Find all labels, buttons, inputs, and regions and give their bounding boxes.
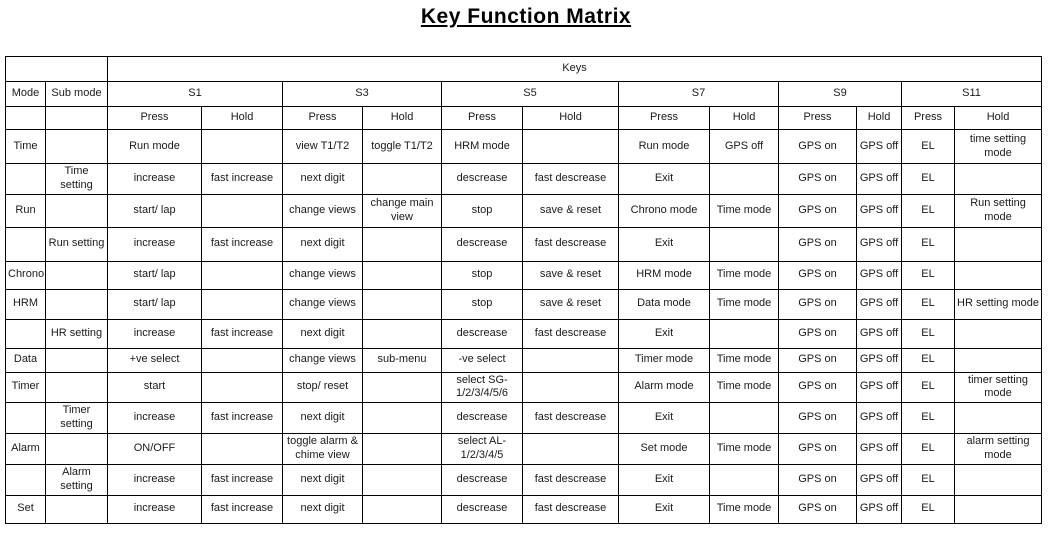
function-cell: GPS off (857, 194, 902, 227)
table-row (6, 261, 1042, 289)
function-cell: fast descrease (523, 464, 619, 495)
function-cell: fast increase (202, 164, 283, 195)
function-cell (363, 372, 442, 403)
function-cell: Time mode (710, 194, 779, 227)
empty-header-cell (6, 107, 46, 130)
function-cell: GPS on (779, 194, 857, 227)
function-cell: GPS on (779, 403, 857, 434)
function-cell: Time mode (710, 289, 779, 319)
function-cell: timer setting mode (955, 372, 1042, 403)
mode-cell: Set (6, 495, 46, 523)
function-cell: EL (902, 319, 955, 348)
table-row (6, 164, 1042, 195)
function-cell: Run setting mode (955, 194, 1042, 227)
submode-cell (46, 130, 108, 164)
function-cell (202, 130, 283, 164)
function-cell (202, 348, 283, 372)
function-cell (523, 434, 619, 465)
function-cell: GPS off (857, 403, 902, 434)
function-cell (363, 319, 442, 348)
function-cell: fast increase (202, 227, 283, 261)
function-cell (202, 194, 283, 227)
function-cell: fast increase (202, 403, 283, 434)
function-cell (955, 227, 1042, 261)
function-cell: GPS on (779, 464, 857, 495)
function-cell: EL (902, 261, 955, 289)
function-cell: EL (902, 403, 955, 434)
function-cell (523, 348, 619, 372)
function-cell: select AL-1/2/3/4/5 (442, 434, 523, 465)
function-cell: GPS off (857, 372, 902, 403)
press-hold-row (6, 107, 1042, 130)
submode-cell (46, 289, 108, 319)
matrix-body (6, 130, 1042, 524)
function-cell: fast descrease (523, 319, 619, 348)
function-cell: EL (902, 289, 955, 319)
mode-cell (6, 227, 46, 261)
function-cell (523, 372, 619, 403)
function-cell: EL (902, 434, 955, 465)
submode-cell: Time setting (46, 164, 108, 195)
function-cell: GPS off (857, 164, 902, 195)
function-cell: GPS off (857, 261, 902, 289)
function-cell: time setting mode (955, 130, 1042, 164)
function-cell: alarm setting mode (955, 434, 1042, 465)
function-cell: increase (108, 227, 202, 261)
submode-cell: Run setting (46, 227, 108, 261)
function-cell (523, 130, 619, 164)
press-label-s1: Press (108, 107, 202, 130)
submode-cell: Alarm setting (46, 464, 108, 495)
function-cell: toggle T1/T2 (363, 130, 442, 164)
submode-cell (46, 372, 108, 403)
function-cell: GPS on (779, 227, 857, 261)
function-cell: GPS on (779, 319, 857, 348)
function-cell: -ve select (442, 348, 523, 372)
function-cell: Time mode (710, 372, 779, 403)
function-cell: toggle alarm & chime view (283, 434, 363, 465)
submode-cell (46, 261, 108, 289)
press-label-s9: Press (779, 107, 857, 130)
function-cell: view T1/T2 (283, 130, 363, 164)
table-row (6, 434, 1042, 465)
table-row (6, 289, 1042, 319)
function-cell: increase (108, 164, 202, 195)
function-cell: GPS off (857, 130, 902, 164)
function-cell: EL (902, 495, 955, 523)
function-cell: next digit (283, 403, 363, 434)
function-cell: ON/OFF (108, 434, 202, 465)
function-cell (363, 434, 442, 465)
submode-cell (46, 434, 108, 465)
hold-label-s7: Hold (710, 107, 779, 130)
press-label-s11: Press (902, 107, 955, 130)
function-cell: GPS on (779, 130, 857, 164)
keys-header: Keys (108, 57, 1042, 82)
function-cell: Time mode (710, 434, 779, 465)
function-cell: Time mode (710, 495, 779, 523)
function-cell: descrease (442, 464, 523, 495)
function-cell: GPS on (779, 289, 857, 319)
hold-label-s5: Hold (523, 107, 619, 130)
function-cell: EL (902, 464, 955, 495)
function-cell: Set mode (619, 434, 710, 465)
function-cell: HR setting mode (955, 289, 1042, 319)
function-cell: fast increase (202, 495, 283, 523)
function-cell: Exit (619, 495, 710, 523)
submode-cell: Timer setting (46, 403, 108, 434)
function-cell (955, 319, 1042, 348)
submode-header: Sub mode (46, 82, 108, 107)
function-cell: EL (902, 130, 955, 164)
mode-cell (6, 164, 46, 195)
function-cell: fast descrease (523, 403, 619, 434)
function-cell: next digit (283, 495, 363, 523)
press-label-s5: Press (442, 107, 523, 130)
function-cell: save & reset (523, 289, 619, 319)
function-cell (955, 261, 1042, 289)
function-cell: fast descrease (523, 227, 619, 261)
function-cell: Exit (619, 227, 710, 261)
header-spacer (6, 57, 108, 82)
function-cell: start/ lap (108, 289, 202, 319)
function-cell (710, 403, 779, 434)
function-cell: stop/ reset (283, 372, 363, 403)
function-cell: select SG-1/2/3/4/5/6 (442, 372, 523, 403)
function-cell (955, 464, 1042, 495)
function-cell: fast increase (202, 319, 283, 348)
function-cell: descrease (442, 164, 523, 195)
function-cell: descrease (442, 403, 523, 434)
function-cell: Data mode (619, 289, 710, 319)
function-cell: stop (442, 194, 523, 227)
function-cell: Chrono mode (619, 194, 710, 227)
table-row (6, 194, 1042, 227)
submode-cell (46, 194, 108, 227)
function-cell: GPS off (857, 348, 902, 372)
function-cell: GPS off (857, 495, 902, 523)
function-cell: Exit (619, 403, 710, 434)
function-cell: fast descrease (523, 495, 619, 523)
function-cell (363, 227, 442, 261)
function-cell: GPS off (857, 464, 902, 495)
function-cell: Timer mode (619, 348, 710, 372)
function-cell (202, 289, 283, 319)
mode-cell: Alarm (6, 434, 46, 465)
mode-cell: Data (6, 348, 46, 372)
mode-cell (6, 403, 46, 434)
function-cell: GPS off (857, 289, 902, 319)
function-cell (955, 164, 1042, 195)
function-cell: Time mode (710, 261, 779, 289)
function-cell: save & reset (523, 194, 619, 227)
mode-cell: Run (6, 194, 46, 227)
function-cell: Time mode (710, 348, 779, 372)
function-cell: GPS on (779, 348, 857, 372)
function-cell: GPS off (857, 227, 902, 261)
function-cell: change views (283, 194, 363, 227)
key-groups-row (6, 82, 1042, 107)
table-row (6, 227, 1042, 261)
function-cell (955, 403, 1042, 434)
function-cell: HRM mode (619, 261, 710, 289)
key-header-s3: S3 (283, 82, 442, 107)
function-cell (363, 261, 442, 289)
function-cell: sub-menu (363, 348, 442, 372)
function-cell: descrease (442, 319, 523, 348)
function-cell: increase (108, 464, 202, 495)
function-cell (363, 164, 442, 195)
function-cell: fast descrease (523, 164, 619, 195)
function-cell (710, 164, 779, 195)
function-cell: increase (108, 495, 202, 523)
press-label-s7: Press (619, 107, 710, 130)
function-cell: change views (283, 348, 363, 372)
table-row (6, 319, 1042, 348)
table-row (6, 464, 1042, 495)
empty-header-cell (46, 107, 108, 130)
table-row (6, 403, 1042, 434)
mode-header: Mode (6, 82, 46, 107)
function-cell: stop (442, 261, 523, 289)
function-cell (363, 464, 442, 495)
function-cell (363, 403, 442, 434)
function-cell: save & reset (523, 261, 619, 289)
table-row (6, 372, 1042, 403)
function-cell: Run mode (619, 130, 710, 164)
function-cell: fast increase (202, 464, 283, 495)
mode-cell: Timer (6, 372, 46, 403)
function-cell (202, 434, 283, 465)
hold-label-s11: Hold (955, 107, 1042, 130)
function-cell: EL (902, 227, 955, 261)
function-cell (363, 495, 442, 523)
function-cell: stop (442, 289, 523, 319)
function-cell: next digit (283, 464, 363, 495)
function-cell (710, 227, 779, 261)
function-cell: change main view (363, 194, 442, 227)
function-cell: next digit (283, 319, 363, 348)
function-cell (955, 495, 1042, 523)
table-row (6, 495, 1042, 523)
function-cell: change views (283, 289, 363, 319)
function-cell: HRM mode (442, 130, 523, 164)
function-cell: change views (283, 261, 363, 289)
function-cell: next digit (283, 164, 363, 195)
hold-label-s9: Hold (857, 107, 902, 130)
function-cell: increase (108, 403, 202, 434)
hold-label-s1: Hold (202, 107, 283, 130)
submode-cell (46, 348, 108, 372)
function-cell: GPS on (779, 261, 857, 289)
function-cell: Exit (619, 164, 710, 195)
mode-cell: Time (6, 130, 46, 164)
function-cell: +ve select (108, 348, 202, 372)
page-title: Key Function Matrix (420, 5, 632, 28)
function-cell: Exit (619, 464, 710, 495)
submode-cell (46, 495, 108, 523)
function-cell: EL (902, 164, 955, 195)
submode-cell: HR setting (46, 319, 108, 348)
function-cell: start (108, 372, 202, 403)
function-cell (710, 464, 779, 495)
table-row (6, 348, 1042, 372)
keys-header-row (6, 57, 1042, 82)
function-cell: start/ lap (108, 261, 202, 289)
function-cell: EL (902, 372, 955, 403)
mode-cell (6, 319, 46, 348)
key-header-s11: S11 (902, 82, 1042, 107)
key-header-s5: S5 (442, 82, 619, 107)
key-header-s7: S7 (619, 82, 779, 107)
function-cell (363, 289, 442, 319)
function-cell: start/ lap (108, 194, 202, 227)
function-cell: Run mode (108, 130, 202, 164)
function-cell: descrease (442, 495, 523, 523)
mode-cell: Chrono (6, 261, 46, 289)
hold-label-s3: Hold (363, 107, 442, 130)
function-cell: increase (108, 319, 202, 348)
function-cell (202, 261, 283, 289)
function-cell: GPS on (779, 495, 857, 523)
key-header-s1: S1 (108, 82, 283, 107)
function-cell: EL (902, 194, 955, 227)
function-cell: EL (902, 348, 955, 372)
function-cell: next digit (283, 227, 363, 261)
function-cell (202, 372, 283, 403)
table-row (6, 130, 1042, 164)
key-function-matrix-table (5, 56, 1042, 524)
function-cell: GPS on (779, 434, 857, 465)
mode-cell: HRM (6, 289, 46, 319)
function-cell: descrease (442, 227, 523, 261)
function-cell (955, 348, 1042, 372)
function-cell: GPS off (857, 319, 902, 348)
function-cell: Alarm mode (619, 372, 710, 403)
function-cell: GPS on (779, 372, 857, 403)
key-header-s9: S9 (779, 82, 902, 107)
mode-cell (6, 464, 46, 495)
function-cell: GPS on (779, 164, 857, 195)
function-cell: GPS off (710, 130, 779, 164)
function-cell (710, 319, 779, 348)
press-label-s3: Press (283, 107, 363, 130)
function-cell: GPS off (857, 434, 902, 465)
function-cell: Exit (619, 319, 710, 348)
